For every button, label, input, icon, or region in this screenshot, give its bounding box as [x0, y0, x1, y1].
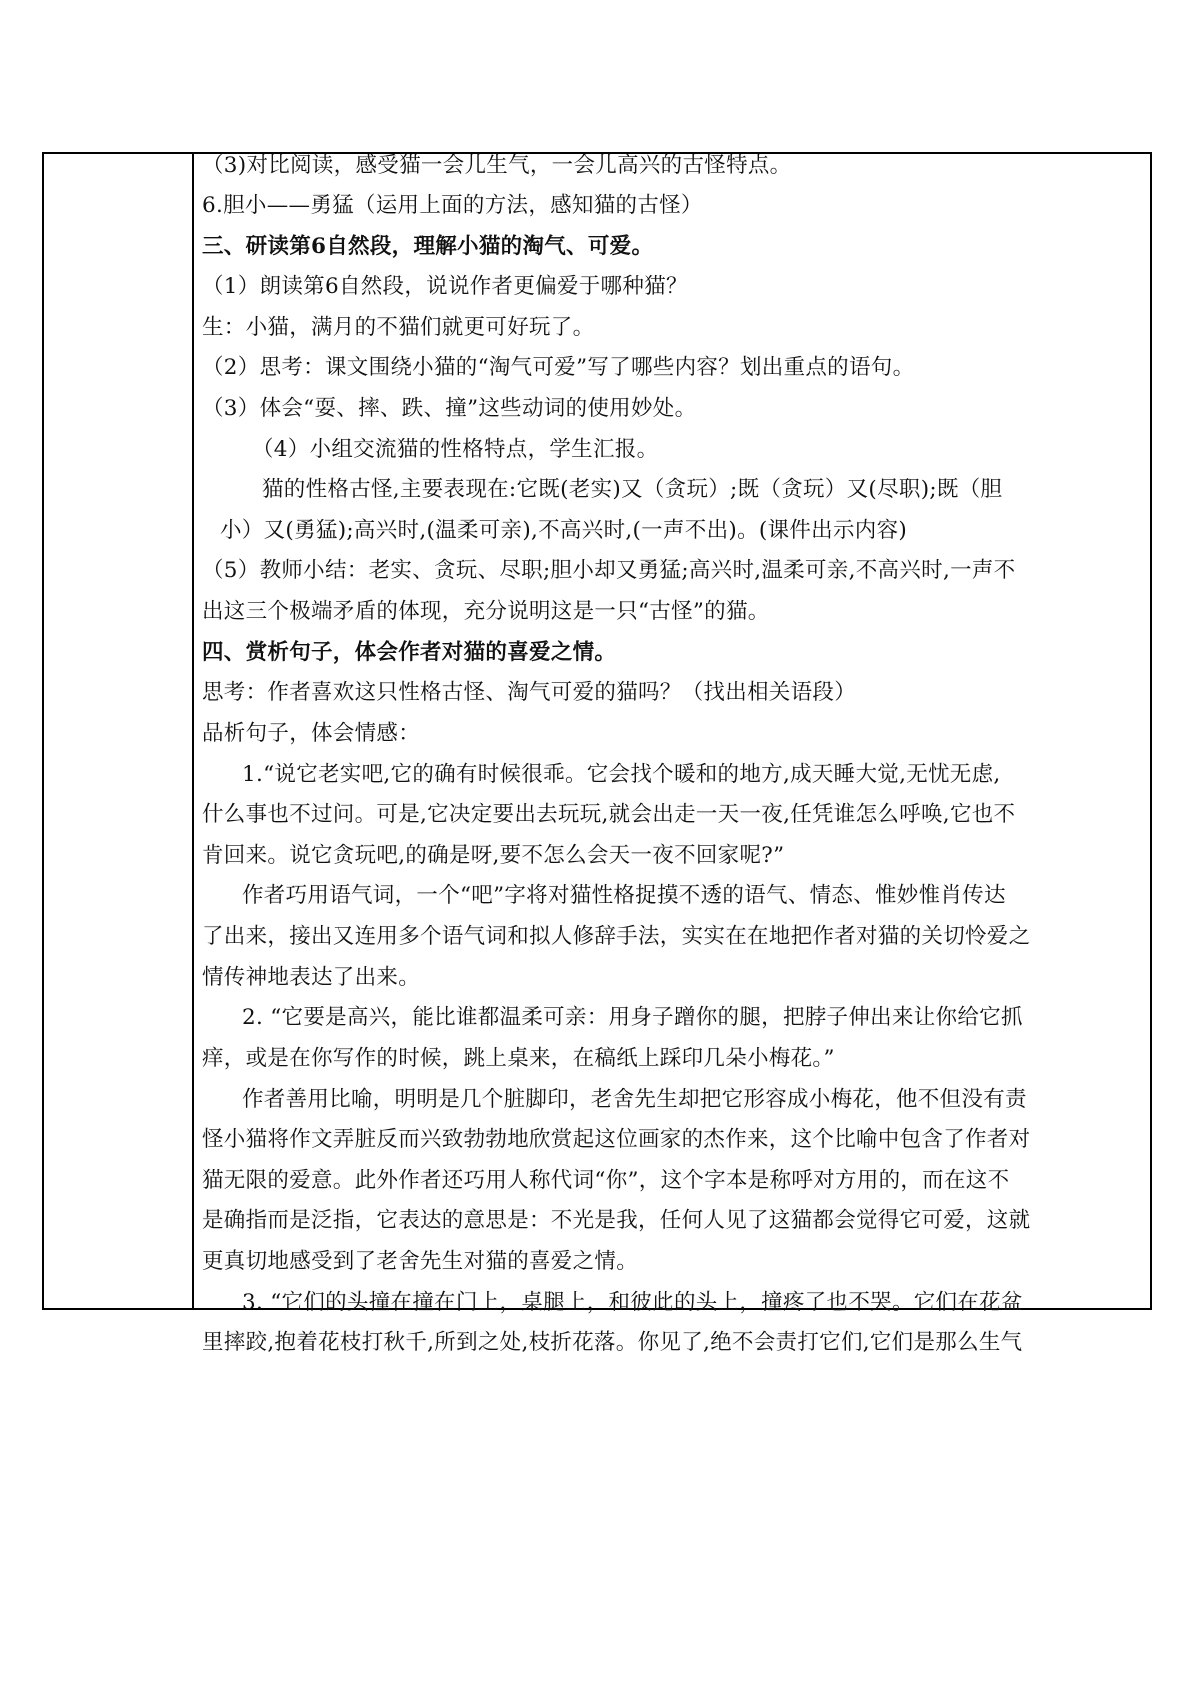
- text-line: 作者善用比喻，明明是几个脏脚印，老舍先生却把它形容成小梅花，他不但没有责: [242, 1087, 1027, 1112]
- text-line: 了出来，接出又连用多个语气词和拟人修辞手法，实实在在地把作者对猫的关切怜爱之: [202, 924, 1031, 949]
- text-line: 小）又(勇猛);高兴时,(温柔可亲),不高兴时,(一声不出)。(课件出示内容): [220, 518, 908, 543]
- text-line: （1）朗读第6自然段，说说作者更偏爱于哪种猫？: [202, 274, 688, 299]
- text-line: 痒，或是在你写作的时候，跳上桌来，在稿纸上踩印几朵小梅花。”: [202, 1046, 835, 1071]
- text-line: 品析句子，体会情感：: [202, 721, 421, 746]
- section-heading: 四、赏析句子，体会作者对猫的喜爱之情。: [202, 640, 617, 665]
- text-line: 情传神地表达了出来。: [202, 965, 421, 990]
- text-line: 生：小猫，满月的不猫们就更可好玩了。: [202, 315, 595, 340]
- text-line: 1.“说它老实吧,它的确有时候很乖。它会找个暖和的地方,成天睡大觉,无忧无虑,: [242, 762, 1001, 787]
- section-heading: 三、研读第6自然段，理解小猫的淘气、可爱。: [202, 234, 654, 259]
- table-content-cell: [194, 153, 1150, 1355]
- text-line: （4）小组交流猫的性格特点，学生汇报。: [252, 437, 659, 462]
- table-left-cell: [44, 154, 194, 1308]
- text-line: （3）体会“耍、摔、跌、撞”这些动词的使用妙处。: [202, 396, 697, 421]
- text-line: （2）思考：课文围绕小猫的“淘气可爱”写了哪些内容？划出重点的语句。: [202, 355, 915, 380]
- text-line: 肯回来。说它贪玩吧,的确是呀,要不怎么会天一夜不回家呢?”: [202, 843, 785, 868]
- text-line: 里摔跤,抱着花枝打秋千,所到之处,枝折花落。你见了,绝不会责打它们,它们是那么生气: [202, 1330, 1023, 1355]
- text-line: 思考：作者喜欢这只性格古怪、淘气可爱的猫吗？（找出相关语段）: [202, 680, 857, 705]
- text-line: 出这三个极端矛盾的体现，充分说明这是一只“古怪”的猫。: [202, 599, 770, 624]
- text-line: 更真切地感受到了老舍先生对猫的喜爱之情。: [202, 1249, 639, 1274]
- text-line: 怪小猫将作文弄脏反而兴致勃勃地欣赏起这位画家的杰作来，这个比喻中包含了作者对: [202, 1127, 1031, 1152]
- text-line: 2. “它要是高兴，能比谁都温柔可亲：用身子蹭你的腿，把脖子伸出来让你给它抓: [242, 1005, 1023, 1030]
- text-line: 6.胆小——勇猛（运用上面的方法，感知猫的古怪）: [202, 193, 703, 218]
- text-line: 是确指而是泛指，它表达的意思是：不光是我，任何人见了这猫都会觉得它可爱，这就: [202, 1208, 1031, 1233]
- text-line: 3. “它们的头撞在撞在门上，桌腿上，和彼此的头上，撞疼了也不哭。它们在花盆: [242, 1290, 1023, 1315]
- lesson-table: [42, 152, 1152, 1355]
- text-line: 作者巧用语气词，一个“吧”字将对猫性格捉摸不透的语气、情态、惟妙惟肖传达: [242, 883, 1006, 908]
- text-line: 猫的性格古怪,主要表现在:它既(老实)又（贪玩）;既（贪玩）又(尽职);既（胆: [262, 477, 1003, 502]
- text-line: （5）教师小结：老实、贪玩、尽职;胆小却又勇猛;高兴时,温柔可亲,不高兴时,一声不: [202, 558, 1016, 583]
- text-line: 猫无限的爱意。此外作者还巧用人称代词“你”，这个字本是称呼对方用的，而在这不: [202, 1168, 1010, 1193]
- text-line: （3)对比阅读，感受猫一会儿生气，一会儿高兴的古怪特点。: [202, 153, 792, 178]
- text-line: 什么事也不过问。可是,它决定要出去玩玩,就会出走一天一夜,任凭谁怎么呼唤,它也不: [202, 802, 1016, 827]
